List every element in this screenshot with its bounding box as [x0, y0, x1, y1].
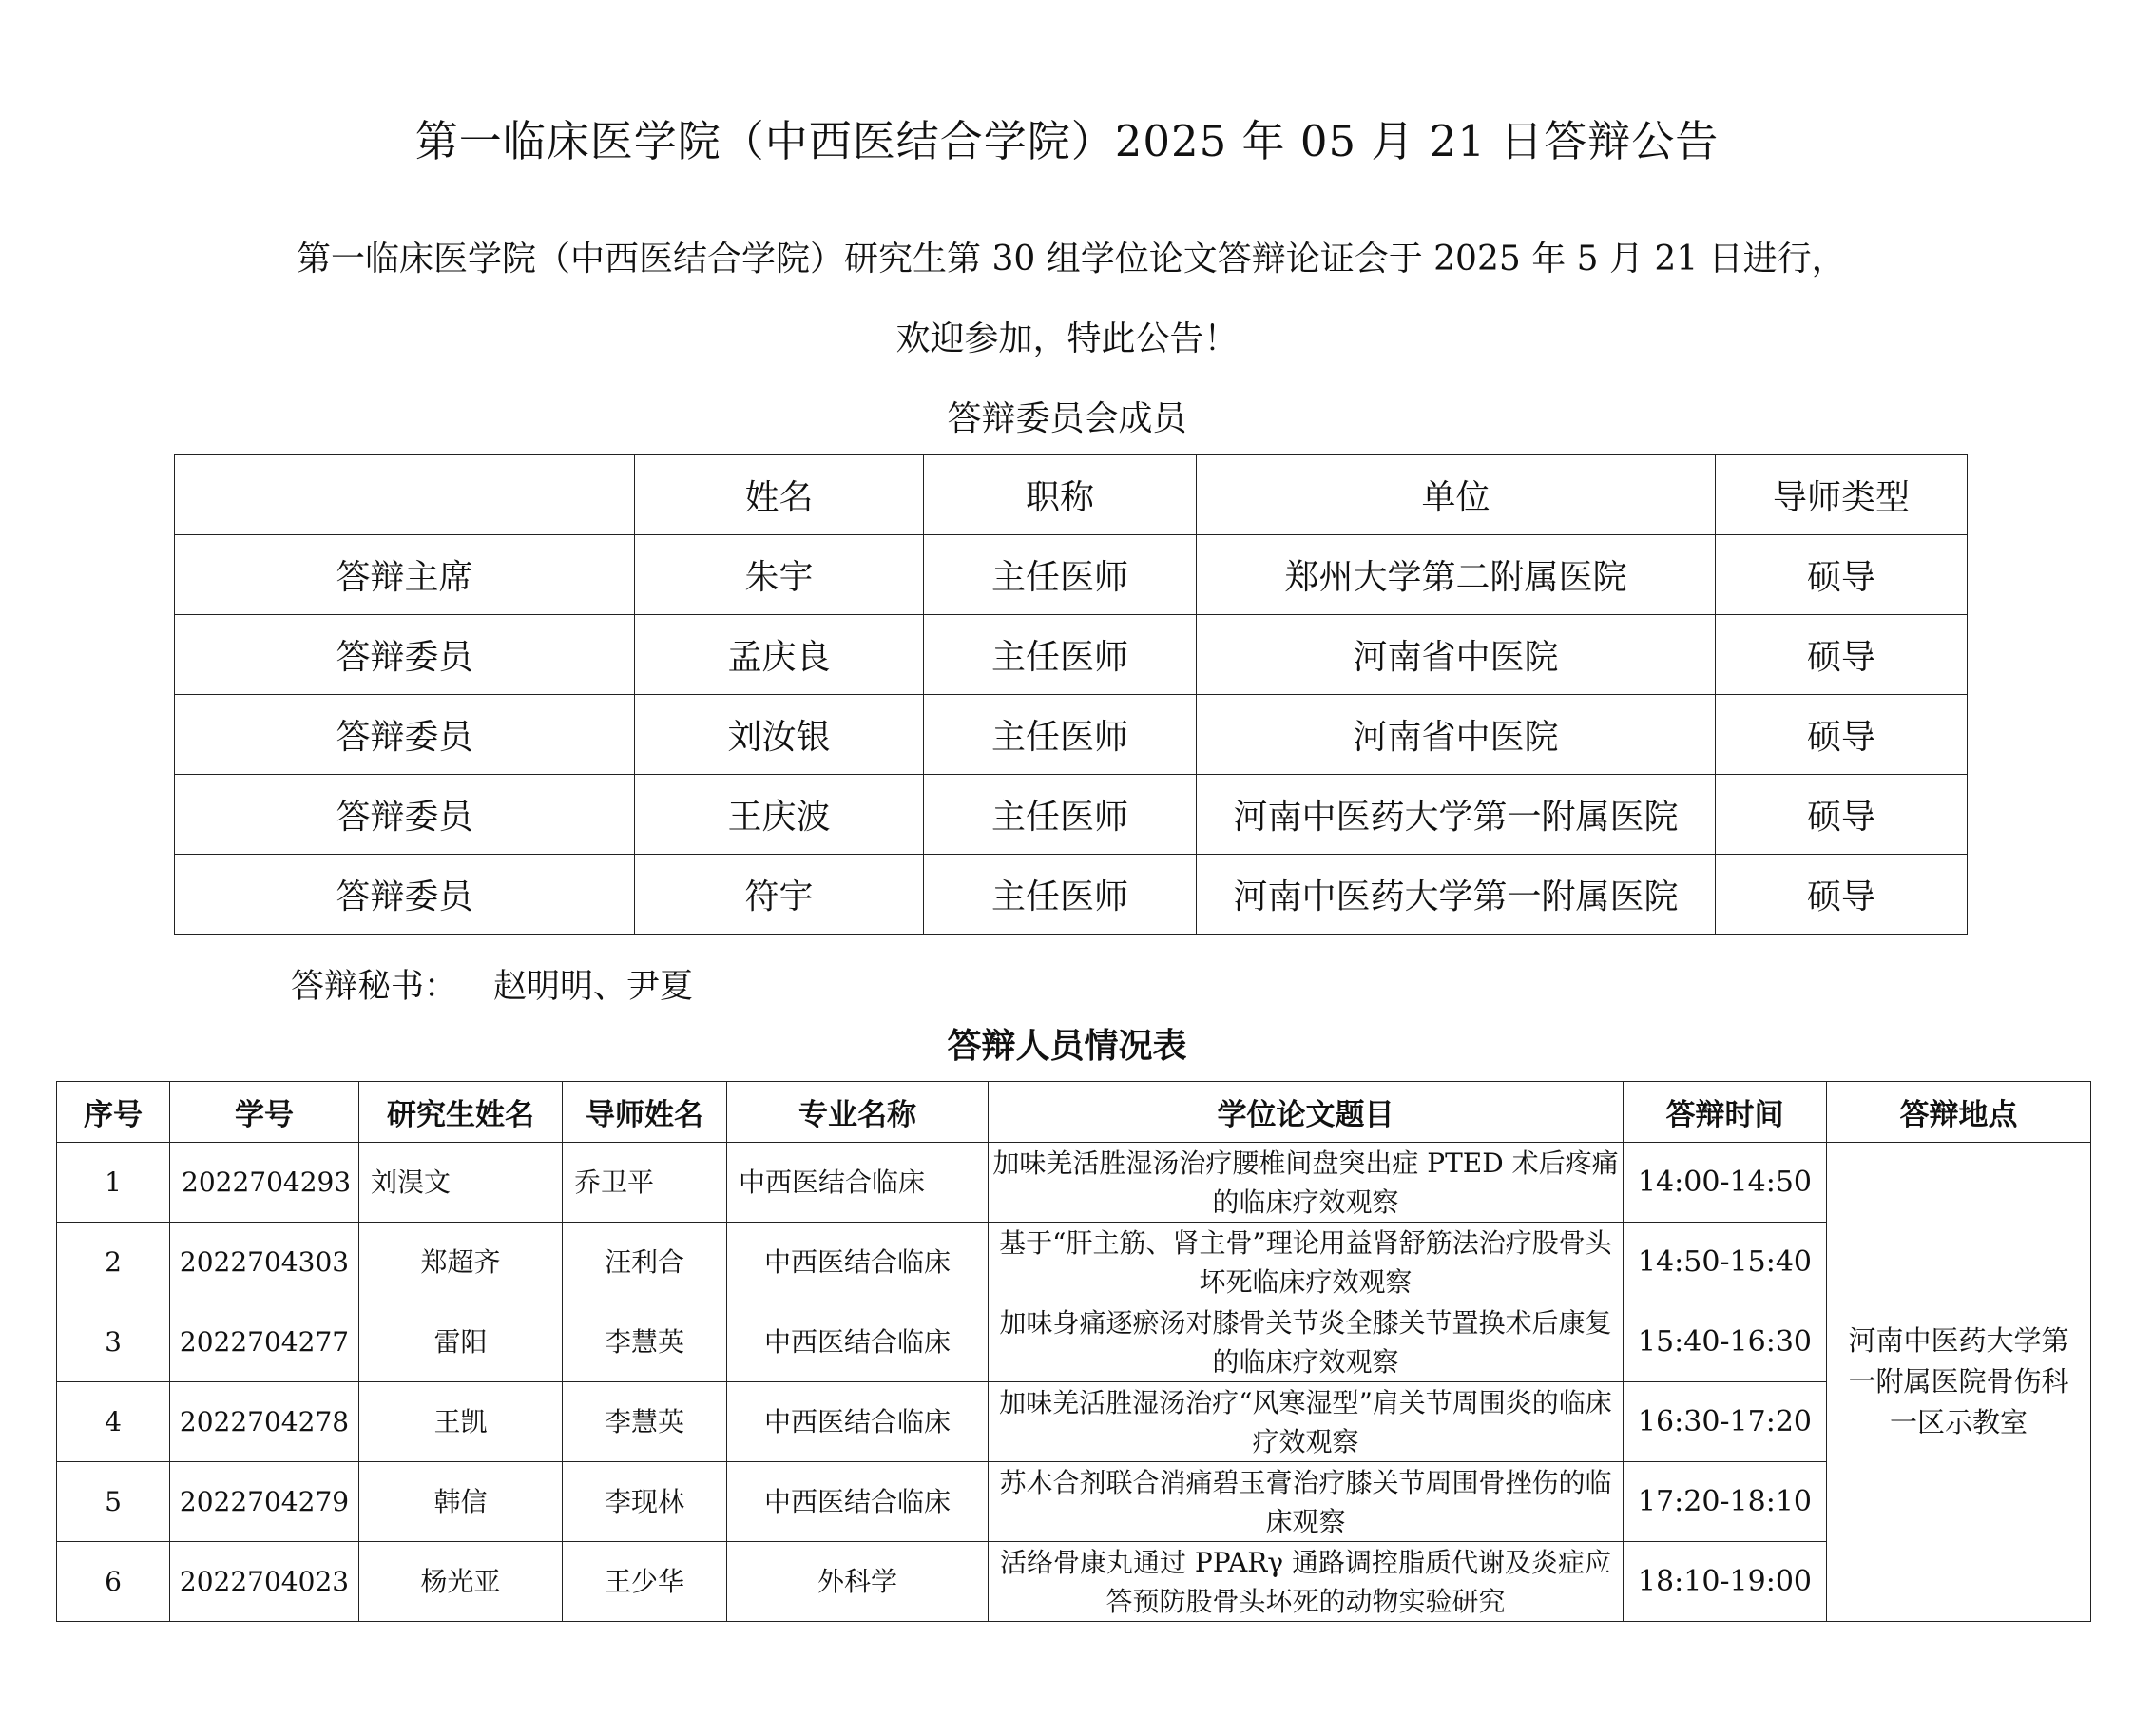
committee-advisor-type: 硕导 [1716, 615, 1968, 695]
committee-header-unit: 单位 [1197, 455, 1716, 535]
committee-title: 主任医师 [924, 775, 1197, 855]
defense-student-name: 杨光亚 [359, 1542, 563, 1622]
defense-student-id: 2022704293 [170, 1143, 359, 1223]
committee-row [175, 535, 1968, 615]
defense-time: 14:50-15:40 [1624, 1223, 1827, 1302]
committee-row [175, 695, 1968, 775]
defense-time: 16:30-17:20 [1624, 1382, 1827, 1462]
defense-seq: 2 [57, 1223, 170, 1302]
secretary-line [291, 960, 693, 1008]
committee-name: 朱宇 [635, 535, 924, 615]
committee-name: 孟庆良 [635, 615, 924, 695]
intro-line-2: 欢迎参加，特此公告！ [895, 319, 1239, 358]
defense-row [57, 1382, 2091, 1462]
defense-major: 中西医结合临床 [727, 1223, 989, 1302]
committee-header-row [175, 455, 1968, 535]
defense-row [57, 1143, 2091, 1223]
committee-name: 王庆波 [635, 775, 924, 855]
defense-major: 中西医结合临床 [727, 1462, 989, 1542]
defense-seq: 1 [57, 1143, 170, 1223]
defense-header-thesis: 学位论文题目 [989, 1082, 1624, 1143]
committee-row [175, 775, 1968, 855]
committee-header-title: 职称 [924, 455, 1197, 535]
defense-time: 18:10-19:00 [1624, 1542, 1827, 1622]
defense-header-student-name: 研究生姓名 [359, 1082, 563, 1143]
defense-header-advisor: 导师姓名 [563, 1082, 727, 1143]
defense-heading: 答辩人员情况表 [947, 1026, 1187, 1066]
committee-header-role [175, 455, 635, 535]
committee-name: 符宇 [635, 855, 924, 935]
secretary-label: 答辩秘书： [291, 968, 458, 1006]
defense-advisor: 李慧英 [563, 1302, 727, 1382]
committee-advisor-type: 硕导 [1716, 855, 1968, 935]
committee-title: 主任医师 [924, 695, 1197, 775]
defense-seq: 3 [57, 1302, 170, 1382]
committee-role: 答辩委员 [175, 615, 635, 695]
defense-student-name: 韩信 [359, 1462, 563, 1542]
defense-advisor: 李现林 [563, 1462, 727, 1542]
defense-student-name: 郑超齐 [359, 1223, 563, 1302]
committee-unit: 河南中医药大学第一附属医院 [1197, 855, 1716, 935]
committee-unit: 郑州大学第二附属医院 [1197, 535, 1716, 615]
defense-header-venue: 答辩地点 [1827, 1082, 2091, 1143]
defense-seq: 4 [57, 1382, 170, 1462]
defense-thesis: 苏木合剂联合消痛碧玉膏治疗膝关节周围骨挫伤的临床观察 [989, 1462, 1624, 1542]
defense-header-major: 专业名称 [727, 1082, 989, 1143]
defense-row [57, 1302, 2091, 1382]
defense-header-row [57, 1082, 2091, 1143]
committee-name: 刘汝银 [635, 695, 924, 775]
committee-title: 主任医师 [924, 535, 1197, 615]
committee-role: 答辩委员 [175, 855, 635, 935]
defense-thesis: 加味羌活胜湿汤治疗腰椎间盘突出症 PTED 术后疼痛的临床疗效观察 [989, 1143, 1624, 1223]
committee-title: 主任医师 [924, 615, 1197, 695]
defense-advisor: 汪利合 [563, 1223, 727, 1302]
defense-thesis: 加味羌活胜湿汤治疗“风寒湿型”肩关节周围炎的临床疗效观察 [989, 1382, 1624, 1462]
committee-table [174, 454, 1968, 935]
committee-role: 答辩委员 [175, 775, 635, 855]
intro-line-1: 第一临床医学院（中西医结合学院）研究生第 30 组学位论文答辩论证会于 2025 年 5 月 21 日进行， [297, 240, 1846, 279]
defense-major: 中西医结合临床 [727, 1143, 989, 1223]
defense-thesis: 活络骨康丸通过 PPARγ 通路调控脂质代谢及炎症应答预防股骨头坏死的动物实验研究 [989, 1542, 1624, 1622]
committee-unit: 河南中医药大学第一附属医院 [1197, 775, 1716, 855]
defense-student-id: 2022704278 [170, 1382, 359, 1462]
defense-header-seq: 序号 [57, 1082, 170, 1143]
committee-unit: 河南省中医院 [1197, 615, 1716, 695]
defense-row [57, 1462, 2091, 1542]
committee-role: 答辩主席 [175, 535, 635, 615]
defense-student-id: 2022704279 [170, 1462, 359, 1542]
defense-student-name: 雷阳 [359, 1302, 563, 1382]
defense-student-name: 王凯 [359, 1382, 563, 1462]
defense-thesis: 加味身痛逐瘀汤对膝骨关节炎全膝关节置换术后康复的临床疗效观察 [989, 1302, 1624, 1382]
defense-advisor: 王少华 [563, 1542, 727, 1622]
committee-heading: 答辩委员会成员 [947, 399, 1187, 438]
defense-time: 15:40-16:30 [1624, 1302, 1827, 1382]
defense-row [57, 1223, 2091, 1302]
committee-header-name: 姓名 [635, 455, 924, 535]
secretary-names: 赵明明、尹夏 [493, 968, 694, 1006]
defense-student-id: 2022704277 [170, 1302, 359, 1382]
page-title: 第一临床医学院（中西医结合学院）2025 年 05 月 21 日答辩公告 [414, 116, 1720, 166]
committee-advisor-type: 硕导 [1716, 695, 1968, 775]
defense-header-student-id: 学号 [170, 1082, 359, 1143]
committee-advisor-type: 硕导 [1716, 535, 1968, 615]
defense-major: 中西医结合临床 [727, 1382, 989, 1462]
committee-title: 主任医师 [924, 855, 1197, 935]
committee-row [175, 855, 1968, 935]
defense-advisor: 乔卫平 [563, 1143, 727, 1223]
committee-header-advisor-type: 导师类型 [1716, 455, 1968, 535]
defense-seq: 6 [57, 1542, 170, 1622]
defense-seq: 5 [57, 1462, 170, 1542]
defense-venue: 河南中医药大学第一附属医院骨伤科一区示教室 [1827, 1143, 2091, 1622]
defense-table [56, 1081, 2091, 1622]
defense-student-id: 2022704303 [170, 1223, 359, 1302]
defense-major: 中西医结合临床 [727, 1302, 989, 1382]
defense-row [57, 1542, 2091, 1622]
committee-advisor-type: 硕导 [1716, 775, 1968, 855]
committee-role: 答辩委员 [175, 695, 635, 775]
committee-row [175, 615, 1968, 695]
defense-time: 17:20-18:10 [1624, 1462, 1827, 1542]
defense-student-name: 刘淏文 [359, 1143, 563, 1223]
defense-student-id: 2022704023 [170, 1542, 359, 1622]
committee-unit: 河南省中医院 [1197, 695, 1716, 775]
defense-thesis: 基于“肝主筋、肾主骨”理论用益肾舒筋法治疗股骨头坏死临床疗效观察 [989, 1223, 1624, 1302]
defense-time: 14:00-14:50 [1624, 1143, 1827, 1223]
defense-advisor: 李慧英 [563, 1382, 727, 1462]
defense-major: 外科学 [727, 1542, 989, 1622]
defense-header-time: 答辩时间 [1624, 1082, 1827, 1143]
